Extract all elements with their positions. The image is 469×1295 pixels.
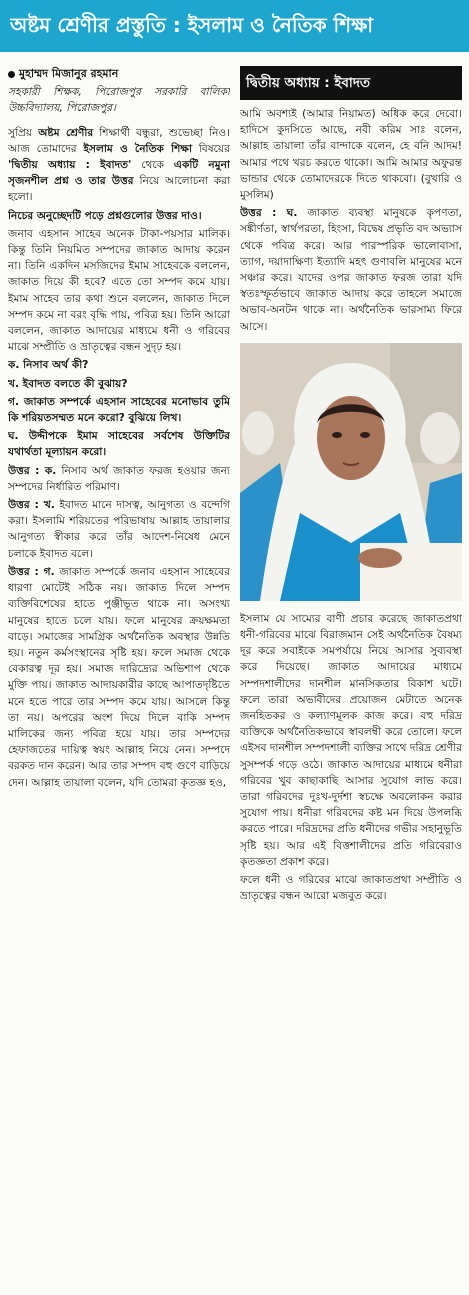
- author-name: মুহাম্মদ মিজানুর রহমান: [19, 67, 119, 80]
- intro-text: থেকে: [141, 159, 165, 172]
- header-banner: [0, 0, 469, 52]
- instruction: নিচের অনুচ্ছেদটি পড়ে প্রশ্নগুলোর উত্তর দাও।: [8, 209, 202, 222]
- answer-text: ইবাদত মানে দাসত্ব, আনুগত্য ও বন্দেগি করা। ইসলামি শরিয়তের পরিভাষায় আল্লাহ তায়ালার আনুগত্য স্বীকার করে তাঁর আদেশ-নিষেধ মেনে চলাকে ইবাদত বলে।: [8, 499, 230, 560]
- intro-subject: ইসলাম ও নৈতিক শিক্ষা: [83, 142, 193, 155]
- question-ga: গ. জাকাত সম্পর্কে এহসান সাহেবের মনোভাব তুমি কি শরিয়তসম্মত মনে করো? বুঝিয়ে লিখ।: [8, 395, 230, 425]
- intro-chapter: 'দ্বিতীয় অধ্যায় : ইবাদত': [8, 159, 132, 172]
- question-gha: ঘ. উদ্দীপকে ইমাম সাহেবের সর্বশেষ উক্তিটির যথার্থতা মূল্যায়ন করো।: [8, 430, 230, 459]
- answer-gha-paragraph-2: ইসলাম যে সাম্যের বাণী প্রচার করেছে জাকাতপ্রথা ধনী-গরিবের মাঝে বিরাজমান সেই অর্থনৈতিক বৈষম্য দূর করে সবাইকে সমপর্যায়ে নিয়ে আসার সুব্যবস্থা করে দিয়েছে। জাকাত আদায়ের মাধ্যমে সম্পদশালীদের দানশীল মানসিকতার বিকাশ ঘটে। ফলে তারা অভাবীদের প্রয়োজন মেটাতে অনেক জনহিতকর ও কল্যাণমূলক কাজ করে। বহু দরিদ্র ব্যক্তিকে অর্থনৈতিকভাবে স্বাবলম্বী করে তোলে। ফলে এইসব দানশীল সম্পদশালী ব্যক্তির সাথে দরিদ্র শ্রেণীর সুসম্পর্ক গড়ে ওঠে। জাকাত আদায়ের মাধ্যমে ধনীরা গরিবের খুব কাছাকাছি আসার সুযোগ লাভ করে। তারা গরিবদের দুঃখ-দুর্দশা স্বচক্ষে অবলোকন করার সুযোগ পায়। ধনীরা গরিবদের কষ্ট মন দিয়ে উপলব্ধি করতে পারে। দরিদ্রদের প্রতি ধনীদের গভীর সহানুভূতি সৃষ্টি হয়। আর এই বিত্তশালীদের প্রতি গরিবেরাও কৃতজ্ঞতা প্রকাশ করে।: [240, 612, 462, 868]
- chapter-heading: দ্বিতীয় অধ্যায় : ইবাদত: [240, 66, 462, 100]
- answer-kha: [8, 497, 230, 562]
- student-photo: [240, 343, 462, 601]
- question-kha: খ. ইবাদত বলতে কী বুঝায়?: [8, 377, 128, 390]
- answer-text: জাকাত ব্যবস্থা মানুষকে কৃপণতা, সঙ্কীর্ণতা, স্বার্থপরতা, হিংসা, বিদ্বেষ প্রভৃতি বদ অভ্যাস থেকে পবিত্র করে। আর পারস্পরিক ভালোবাসা, ত্যাগ, দয়াদাক্ষিণ্য ইত্যাদি মহৎ গুণাবলি মানুষের মনে সঞ্চার করে। যাদের ওপর জাকাত ফরজ তারা যদি স্বতঃস্ফূর্তভাবে জাকাত আদায় করে তাহলে সমাজে অভাব-অনটন থাকে না। অর্থনৈতিক ভারসাম্য ফিরে আসে।: [240, 207, 462, 333]
- intro-text: সুপ্রিয়: [8, 126, 33, 139]
- answer-label: উত্তর : ঘ.: [240, 207, 298, 220]
- article-right-column: [240, 66, 462, 1286]
- author-byline: [8, 66, 230, 82]
- answer-text: জাকাত সম্পর্কে জনাব এহসান সাহেবের ধারণা মোটেই সঠিক নয়। জাকাত দিলে সম্পদ ব্যক্তিবিশেষের হাতে পুঞ্জীভূত থাকে না। অসংখ্য মানুষের হাতে চলে যায়। ফলে মানুষের ক্রয়ক্ষমতা বাড়ে। সমাজের সামগ্রিক অর্থনৈতিক অবস্থার উন্নতি হয়। নতুন কর্মসংস্থানের সৃষ্টি হয়। ফলে সমাজ থেকে বেকারত্ব দূর হয়। সমাজ দারিদ্র্যের অভিশাপ থেকে মুক্তি পায়। জাকাত আদায়কারীর কাছে আপাতদৃষ্টিতে মনে হতে পারে তার সম্পদ কমে যায়। আসলে কিন্তু তা নয়। অপরের অংশ দিয়ে দিলে বাকি সম্পদ মালিকের জন্য পবিত্র হয়ে যায়। তার সম্পদের হেফাজতের দায়িত্ব স্বয়ং আল্লাহ নিয়ে নেন। সম্পদে বরকত দান করেন। আর তার সম্পদ বহু গুণে বাড়িয়ে দেন। আল্লাহ তায়ালা বলেন, যদি তোমরা কৃতজ্ঞ হও,: [8, 565, 230, 789]
- answer-label: উত্তর : ক.: [8, 464, 57, 477]
- answer-label: উত্তর : খ.: [8, 499, 55, 512]
- intro-text: বিষয়ের: [198, 142, 230, 155]
- answer-ga-continued: আমি অবশ্যই (আমার নিয়ামত) অধিক করে দেবো। হাদিসে কুদসিতে আছে, নবী করিম সাঃ বলেন, আল্লাহ তায়ালা তাঁর বান্দাকে বলেন, হে বনি আদম! আমার পথে খরচ করতে থাকো। আমি আমার অফুরন্ত ভান্ডার থেকে তোমাদেরকে দিতে থাকবো। (বুখারি ও মুসলিম): [240, 108, 462, 202]
- answer-label: উত্তর : গ.: [8, 565, 55, 578]
- answer-ga: [8, 564, 230, 791]
- question-ka: ক. নিসাব অর্থ কী?: [8, 359, 89, 372]
- intro-class: অষ্টম শ্রেণীর: [38, 126, 94, 139]
- question-stem: জনাব এহসান সাহেব অনেক টাকা-পয়সার মালিক। কিন্তু তিনি নিয়মিত সম্পদের জাকাত আদায় করেন না। তিনি একদিন মসজিদের ইমাম সাহেবকে বললেন, জাকাত দিয়ে কী হবে? এতে তো সম্পদ কমে যায়। ইমাম সাহেব তার কথা শুনে বললেন, জাকাত দিলে সম্পদ কমে না বরং বৃদ্ধি পায়, পবিত্র হয়। তিনি আরো বললেন, জাকাত আদায়ের মাধ্যমে ধনী ও গরিবের মাঝে সম্প্রীতি ও ভ্রাতৃত্বের বন্ধন সুদৃঢ় হয়।: [8, 227, 230, 354]
- banner-title: অষ্টম শ্রেণীর প্রস্তুতি : ইসলাম ও নৈতিক শিক্ষা: [10, 13, 374, 37]
- answer-text: নিসাব অর্থ জাকাত ফরজ হওয়ার জন্য সম্পদের নির্ধারিত পরিমাণ।: [8, 464, 230, 493]
- author-affiliation: সহকারী শিক্ষক, পিরোজপুর সরকারি বালিকা উচ্চবিদ্যালয়, পিরোজপুর।: [8, 86, 230, 115]
- intro-text: নিয়ে আলোচনা করা হলো।: [8, 175, 230, 204]
- bullet-icon: [8, 71, 15, 78]
- intro-text: শিক্ষার্থী বন্ধুরা, শুভেচ্ছা নিও। আজ তোমাদের: [8, 126, 230, 155]
- answer-gha: [240, 205, 462, 335]
- answer-gha-paragraph-3: ফলে ধনী ও গরিবের মাঝে জাকাতপ্রথা সম্প্রীতি ও ভ্রাতৃত্বের বন্ধন আরো মজবুত করে।: [240, 874, 462, 903]
- intro-paragraph: [8, 125, 230, 206]
- student-illustration: [240, 343, 462, 601]
- answer-ka: [8, 463, 230, 495]
- article-left-column: [8, 66, 230, 1286]
- intro-question-type: একটি নমুনা সৃজনশীল প্রশ্ন ও তার উত্তর: [8, 159, 230, 188]
